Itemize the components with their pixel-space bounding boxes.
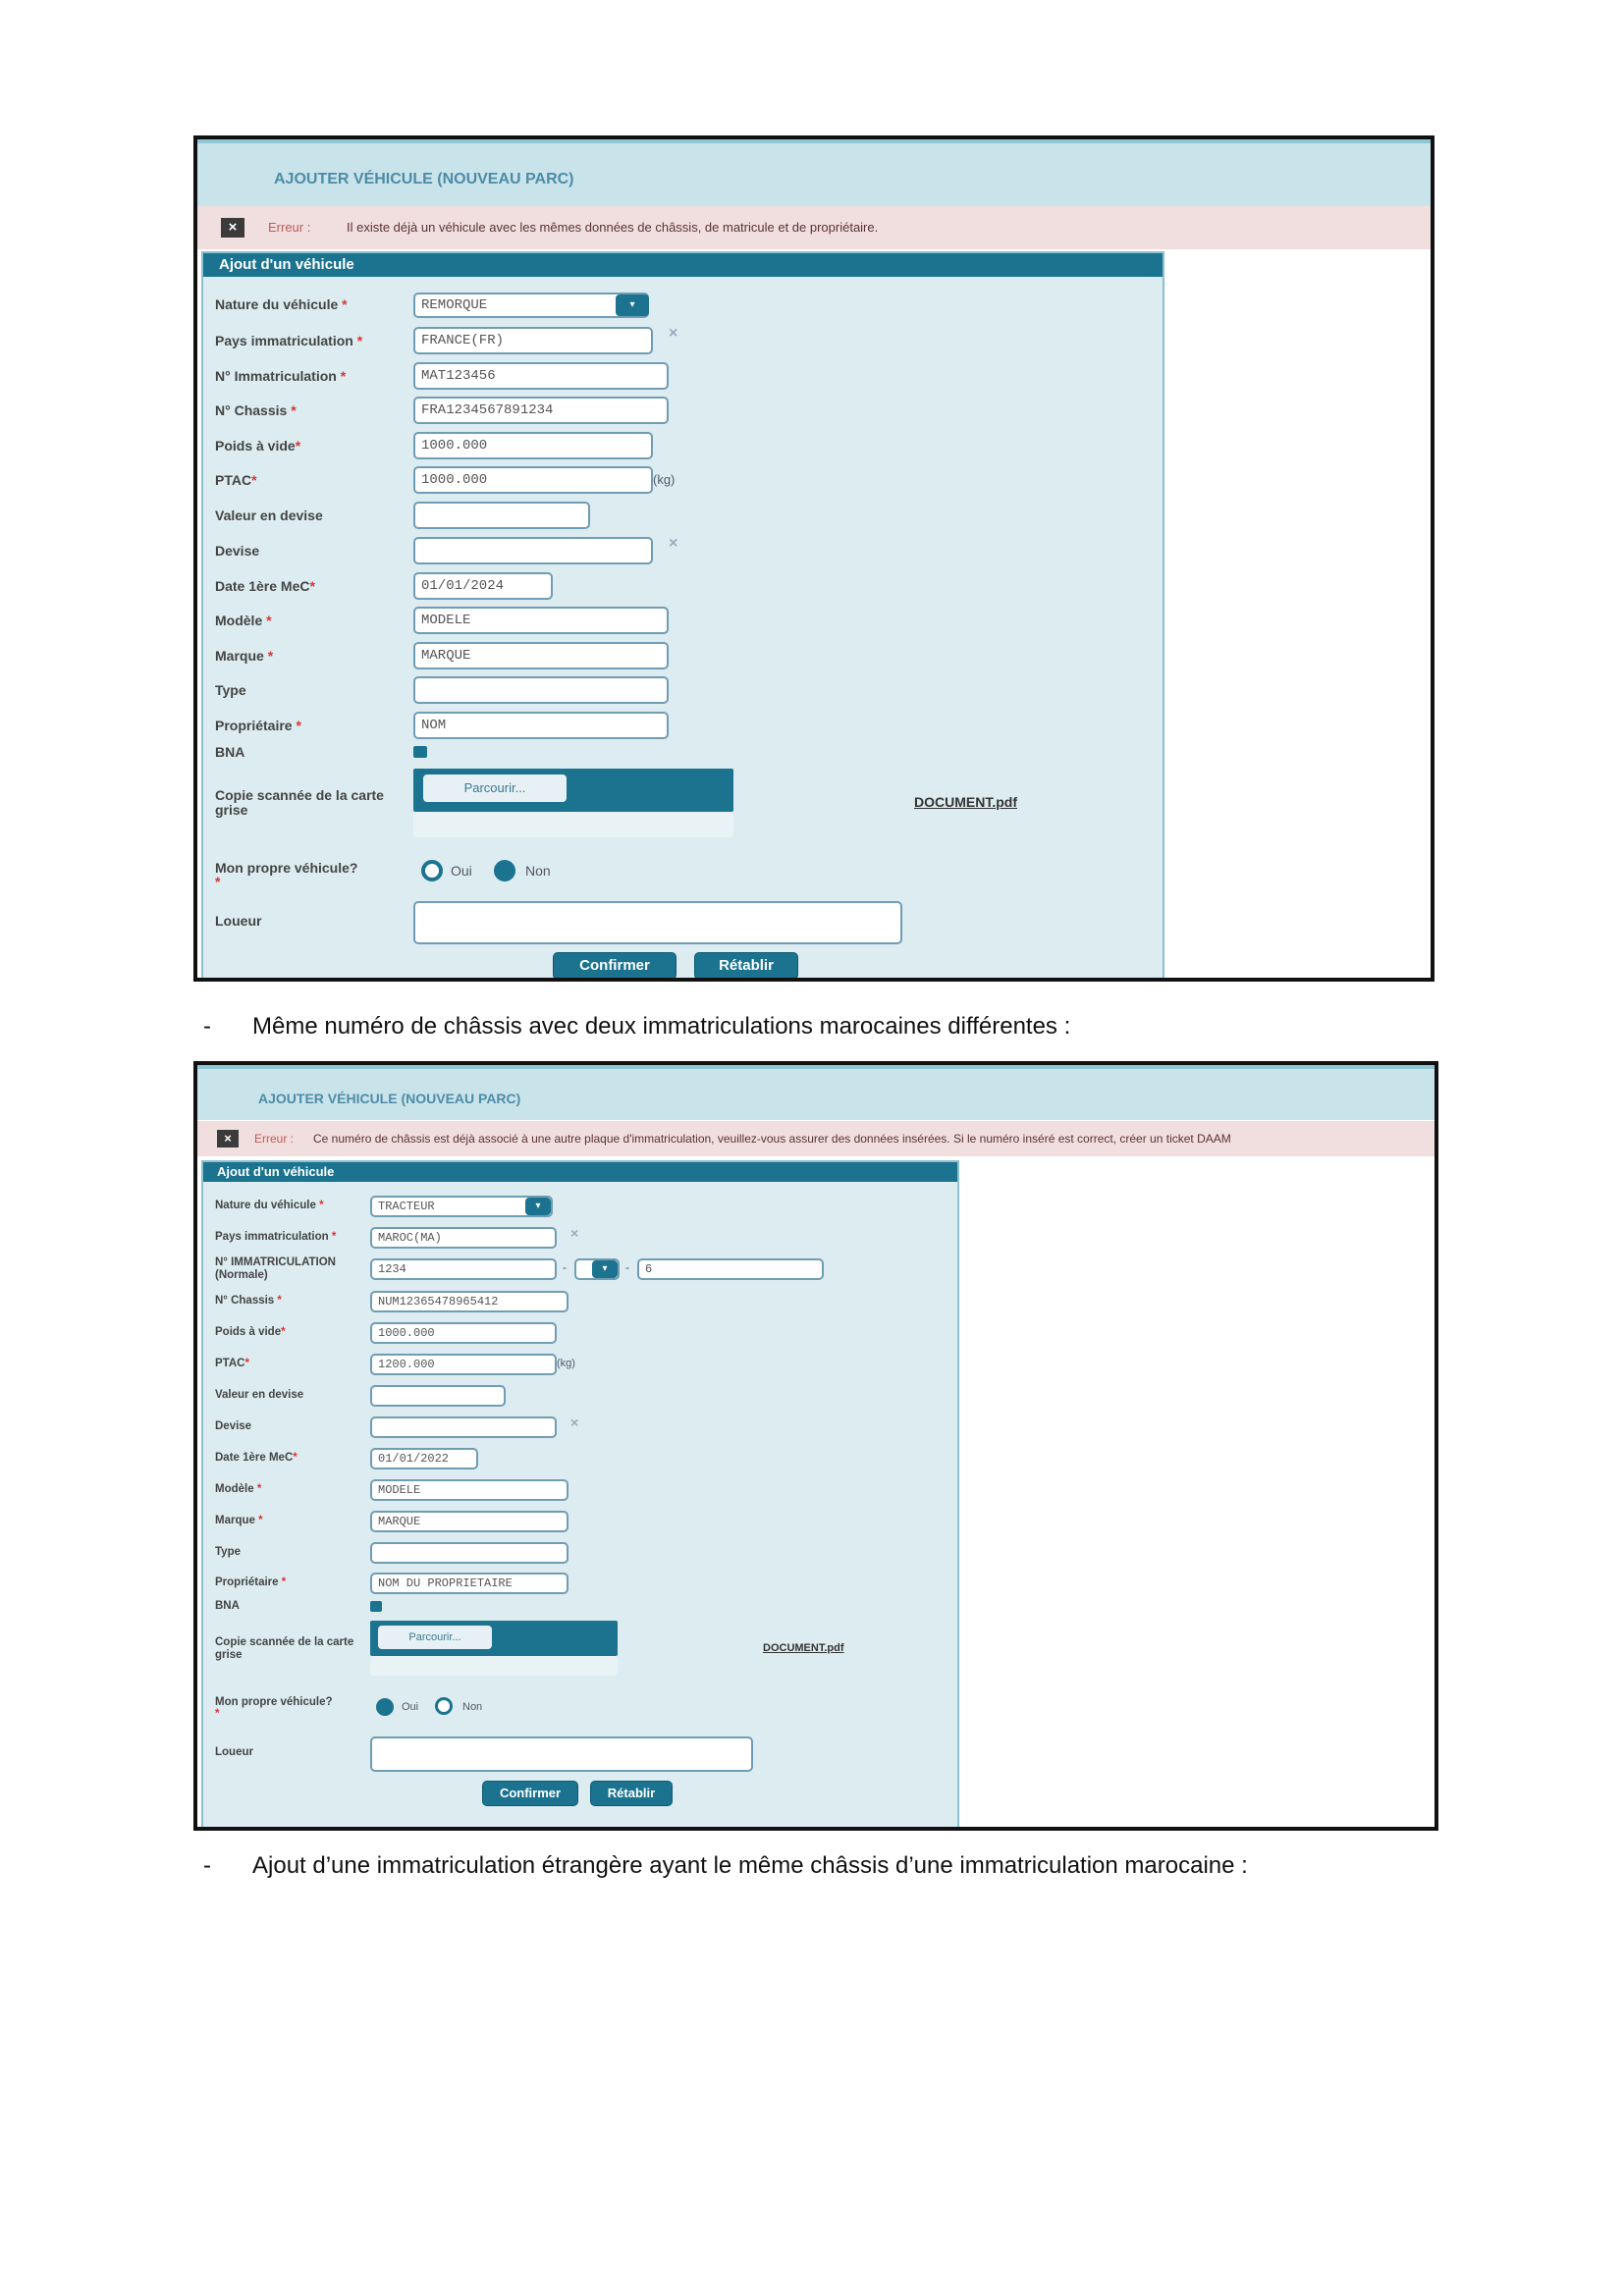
error-banner [197,1121,1435,1156]
ptac-field[interactable]: 1000.000 [413,466,653,494]
modele-field[interactable]: MODELE [370,1479,568,1501]
form-row-copie [203,1621,957,1683]
required-mark: * [293,1452,298,1464]
required-mark: * [251,472,257,488]
vehicle-form-panel [201,251,1164,982]
form-row-loueur [203,901,1163,946]
chassis-field[interactable]: NUM12365478965412 [370,1291,568,1312]
form-row-bna [203,1600,957,1616]
loueur-field[interactable] [370,1736,753,1772]
required-mark: * [309,578,315,594]
marque-label: Marque [215,648,264,664]
error-label: Erreur : [254,1132,295,1146]
browse-button[interactable]: Parcourir... [378,1626,492,1649]
page-title: AJOUTER VÉHICULE (NOUVEAU PARC) [274,171,574,187]
separator: - [563,1260,567,1274]
immatriculation-label: N° IMMATRICULATION (Normale) [215,1256,336,1281]
modele-label: Modèle [215,613,263,628]
clear-icon[interactable]: × [669,535,678,552]
document-link[interactable]: DOCUMENT.pdf [914,794,1017,810]
radio-non[interactable] [435,1697,453,1715]
error-message: Il existe déjà un véhicule avec les mêmes données de châssis, de matricule et de propriétaire. [347,220,879,235]
proprietaire-field[interactable]: NOM DU PROPRIETAIRE [370,1573,568,1594]
form-row-poids [203,1322,957,1344]
valeur-field[interactable] [370,1385,506,1407]
type-label: Type [215,1546,241,1558]
radio-oui[interactable] [376,1698,394,1716]
required-mark: * [258,1515,263,1526]
bullet-dash: - [203,1013,211,1040]
date-field[interactable]: 01/01/2024 [413,572,553,600]
error-label: Erreur : [268,220,311,235]
chassis-label: N° Chassis [215,402,288,418]
form-row-type [203,1542,957,1564]
marque-label: Marque [215,1515,255,1526]
radio-oui-label: Oui [451,863,472,879]
confirm-button[interactable]: Confirmer [482,1781,578,1806]
type-field[interactable] [413,676,669,704]
proprietaire-field[interactable]: NOM [413,712,669,739]
loueur-field[interactable] [413,901,902,944]
proprietaire-label: Propriétaire [215,1576,279,1588]
form-row-copie [203,769,1163,845]
ptac-label: PTAC [215,1358,245,1369]
form-row-date [203,572,1163,600]
poids-label: Poids à vide [215,1326,282,1338]
pays-field[interactable]: FRANCE(FR) [413,327,653,354]
clear-icon[interactable]: × [570,1415,579,1430]
page-title: AJOUTER VÉHICULE (NOUVEAU PARC) [258,1091,521,1106]
modele-label: Modèle [215,1483,254,1495]
required-mark: * [340,368,347,384]
form-row-marque [203,1511,957,1532]
close-icon[interactable]: × [221,218,244,238]
form-row-immatriculation [203,1256,957,1286]
propre-label: Mon propre véhicule? [215,860,358,876]
nature-select[interactable]: TRACTEUR [370,1196,553,1217]
file-upload [370,1621,618,1656]
marque-field[interactable]: MARQUE [370,1511,568,1532]
devise-field[interactable] [413,537,653,564]
proprietaire-label: Propriétaire [215,718,293,733]
form-row-proprietaire [203,1573,957,1594]
nature-label: Nature du véhicule [215,1200,316,1211]
propre-label: Mon propre véhicule? [215,1696,333,1708]
required-mark: * [256,1483,262,1495]
nature-select[interactable]: REMORQUE [413,293,649,318]
required-mark: * [281,1326,286,1338]
bullet-text: Même numéro de châssis avec deux immatriculations marocaines différentes : [252,1013,1071,1040]
form-row-type [203,676,1163,704]
required-mark: * [291,402,297,418]
clear-icon[interactable]: × [570,1225,579,1241]
form-row-chassis [203,1291,957,1312]
form-row-nature [203,293,1163,318]
pays-label: Pays immatriculation [215,333,353,348]
form-row-loueur [203,1736,957,1772]
loueur-label: Loueur [215,1746,253,1758]
required-mark: * [295,438,301,454]
poids-field[interactable]: 1000.000 [370,1322,557,1344]
immatriculation-label: N° Immatriculation [215,368,337,384]
date-field[interactable]: 01/01/2022 [370,1448,478,1469]
document-link[interactable]: DOCUMENT.pdf [763,1642,844,1654]
form-row-pays [203,327,1163,354]
chevron-down-icon[interactable]: ▾ [616,294,649,316]
file-upload [413,769,733,812]
type-label: Type [215,682,246,698]
form-row-propre [203,1692,957,1726]
confirm-button[interactable]: Confirmer [553,952,677,980]
separator: - [625,1260,629,1274]
devise-field[interactable] [370,1416,557,1438]
reset-button[interactable]: Rétablir [694,952,798,980]
panel-title: Ajout d'un véhicule [203,1162,957,1182]
required-mark: * [319,1200,324,1211]
form-row-ptac [203,1354,957,1375]
valeur-label: Valeur en devise [215,507,323,523]
required-mark: * [266,613,272,628]
form-row-chassis [203,397,1163,424]
chevron-down-icon[interactable]: ▾ [592,1260,618,1278]
valeur-field[interactable] [413,502,590,529]
required-mark: * [356,333,363,348]
radio-oui[interactable] [421,860,443,881]
panel-title: Ajout d'un véhicule [203,253,1163,277]
bna-checkbox[interactable] [413,746,427,758]
file-upload-area [370,1656,618,1676]
radio-oui-label: Oui [402,1701,419,1713]
devise-label: Devise [215,1420,252,1432]
radio-non[interactable] [494,860,515,881]
form-row-valeur [203,1385,957,1407]
form-row-devise [203,1416,957,1438]
form-row-modele [203,607,1163,634]
required-mark: * [342,296,348,312]
unit-label: (kg) [653,472,676,487]
error-banner [197,206,1431,249]
form-row-propre [203,854,1163,891]
chevron-down-icon[interactable]: ▾ [525,1198,551,1215]
nature-label: Nature du véhicule [215,296,339,312]
required-mark: * [296,718,301,733]
form-screenshot-2 [193,1061,1438,1831]
clear-icon[interactable]: × [669,325,678,342]
modele-field[interactable]: MODELE [413,607,669,634]
ptac-field[interactable]: 1200.000 [370,1354,557,1375]
required-mark: * [215,1708,220,1720]
form-row-marque [203,642,1163,669]
page-header [197,1065,1435,1120]
required-mark: * [331,1231,337,1243]
poids-label: Poids à vide [215,438,296,454]
error-message: Ce numéro de châssis est déjà associé à une autre plaque d'immatriculation, veuillez-vous assurer des données insérées. Si le numéro inséré est correct, créer un ticket DAAM [313,1132,1231,1146]
vehicle-form-panel [201,1160,959,1831]
bna-label: BNA [215,744,245,760]
radio-non-label: Non [462,1701,483,1713]
browse-button[interactable]: Parcourir... [423,774,567,802]
reset-button[interactable]: Rétablir [590,1781,673,1806]
form-row-nature [203,1196,957,1217]
bullet-dash: - [203,1852,211,1879]
bna-checkbox[interactable] [370,1601,382,1612]
required-mark: * [267,648,274,664]
form-row-date [203,1448,957,1469]
chassis-field[interactable]: FRA1234567891234 [413,397,669,424]
form-row-proprietaire [203,712,1163,739]
form-row-modele [203,1479,957,1501]
type-field[interactable] [370,1542,568,1564]
marque-field[interactable]: MARQUE [413,642,669,669]
valeur-label: Valeur en devise [215,1389,304,1401]
form-row-poids [203,432,1163,459]
copie-label: Copie scannée de la carte grise [215,787,384,819]
unit-label: (kg) [557,1358,575,1369]
required-mark: * [281,1576,287,1588]
file-upload-area [413,812,733,837]
required-mark: * [244,1358,249,1369]
immatriculation-field[interactable]: MAT123456 [413,362,669,390]
page-header [197,139,1431,206]
form-row-bna [203,744,1163,762]
date-label: Date 1ère MeC [215,1452,294,1464]
loueur-label: Loueur [215,913,262,929]
close-icon[interactable]: × [217,1130,239,1148]
ptac-label: PTAC [215,472,252,488]
copie-label: Copie scannée de la carte grise [215,1636,354,1661]
bullet-text: Ajout d’une immatriculation étrangère ayant le même châssis d’une immatriculation marocaine : [252,1852,1248,1879]
devise-label: Devise [215,543,260,559]
poids-field[interactable]: 1000.000 [413,432,653,459]
form-screenshot-1 [193,135,1435,982]
required-mark: * [277,1295,282,1307]
chassis-label: N° Chassis [215,1295,275,1307]
radio-non-label: Non [525,863,551,879]
immatriculation-region-field[interactable]: 6 [637,1258,824,1280]
immatriculation-number-field[interactable]: 1234 [370,1258,557,1280]
form-row-pays [203,1227,957,1249]
form-row-immatriculation [203,362,1163,390]
pays-field[interactable]: MAROC(MA) [370,1227,557,1249]
pays-label: Pays immatriculation [215,1231,329,1243]
bna-label: BNA [215,1600,240,1612]
form-row-devise [203,537,1163,564]
date-label: Date 1ère MeC [215,578,310,594]
form-row-ptac [203,466,1163,494]
form-row-valeur [203,502,1163,529]
required-mark: * [215,874,221,889]
